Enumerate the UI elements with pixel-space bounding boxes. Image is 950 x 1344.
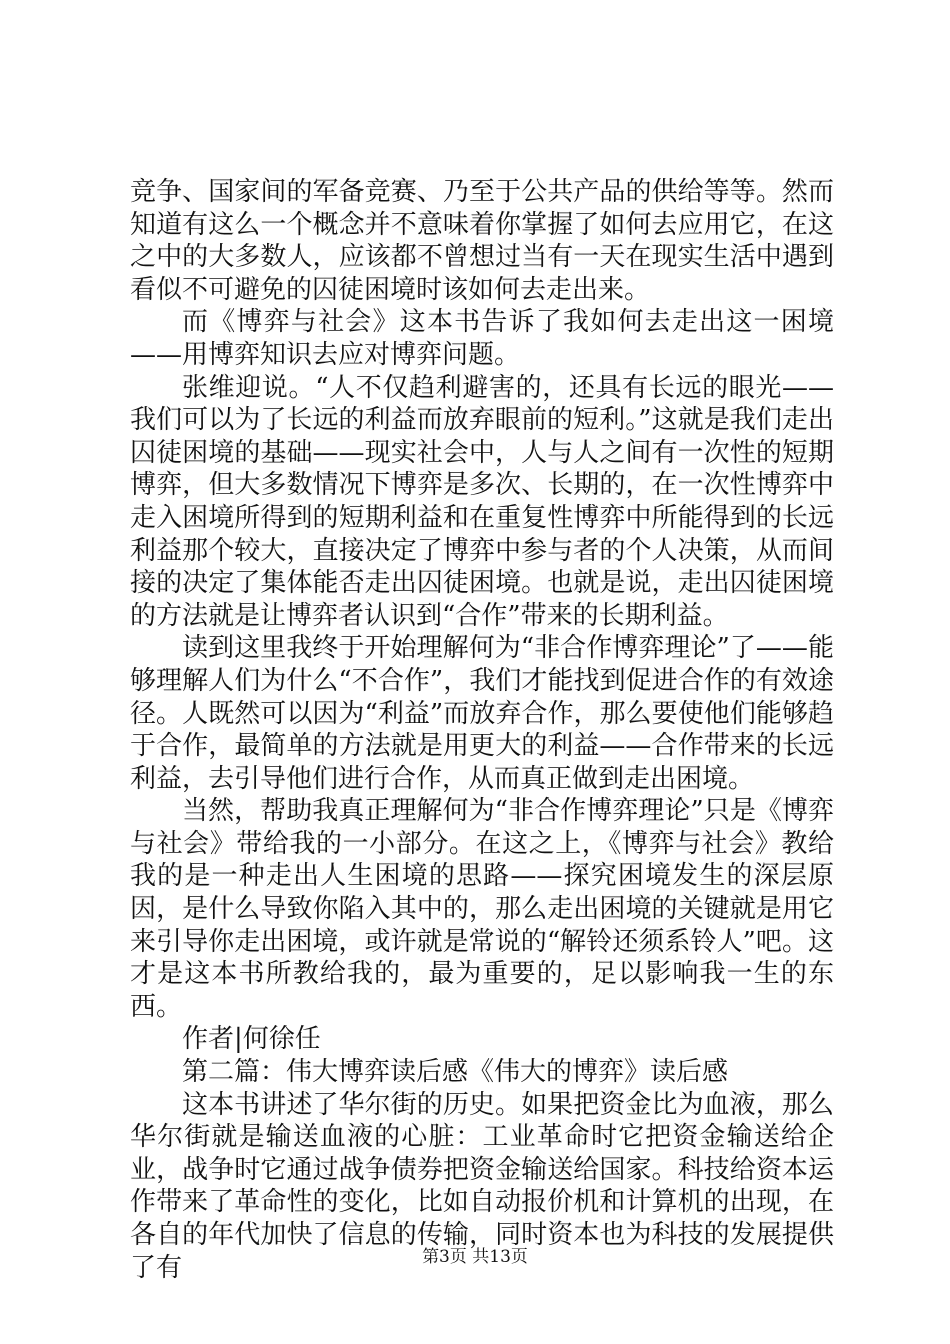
paragraph-2: 而《博弈与社会》这本书告诉了我如何去走出这一困境——用博弈知识去应对博弈问题。 [130, 307, 834, 370]
document-body [130, 176, 834, 1284]
paragraph-6: 这本书讲述了华尔街的历史。如果把资金比为血液，那么华尔街就是输送血液的心脏：工业革命时它把资金输送给企业，战争时它通过战争债券把资金输送给国家。科技给资本运作带来了革命性的变化，比如自动报价机和计算机的出现，在各自的年代加快了信息的传输，同时资本也为科技的发展提供了有 [130, 1089, 834, 1283]
paragraph-3: 张维迎说。“人不仅趋利避害的，还具有长远的眼光——我们可以为了长远的利益而放弃眼前的短利。”这就是我们走出囚徒困境的基础——现实社会中，人与人之间有一次性的短期博弈，但大多数情况下博弈是多次、长期的，在一次性博弈中走入困境所得到的短期利益和在重复性博弈中所能得到的长远利益那个较大，直接决定了博弈中参与者的个人决策，从而间接的决定了集体能否走出囚徒困境。也就是说，走出囚徒困境的方法就是让博弈者认识到“合作”带来的长期利益。 [130, 372, 834, 631]
paragraph-4: 读到这里我终于开始理解何为“非合作博弈理论”了——能够理解人们为什么“不合作”，我们才能找到促进合作的有效途径。人既然可以因为“利益”而放弃合作，那么要使他们能够趋于合作，最简单的方法就是用更大的利益——合作带来的长远利益，去引导他们进行合作，从而真正做到走出困境。 [130, 633, 834, 794]
page-footer: 第3页 共13页 [422, 1247, 528, 1267]
section-heading: 第二篇：伟大博弈读后感《伟大的博弈》读后感 [182, 1057, 729, 1088]
paragraph-1: 竞争、国家间的军备竞赛、乃至于公共产品的供给等等。然而知道有这么一个概念并不意味着你掌握了如何去应用它，在这之中的大多数人，应该都不曾想过当有一天在现实生活中遇到看似不可避免的囚徒困境时该如何去走出来。 [130, 177, 834, 305]
paragraph-5: 当然，帮助我真正理解何为“非合作博弈理论”只是《博弈与社会》带给我的一小部分。在这之上，《博弈与社会》教给我的是一种走出人生困境的思路——探究困境发生的深层原因，是什么导致你陷入其中的，那么走出困境的关键就是用它来引导你走出困境，或许就是常说的“解铃还须系铃人”吧。这才是这本书所教给我的，最为重要的，足以影响我一生的东西。 [130, 796, 834, 1022]
author-line: 作者|何徐任 [182, 1024, 321, 1055]
